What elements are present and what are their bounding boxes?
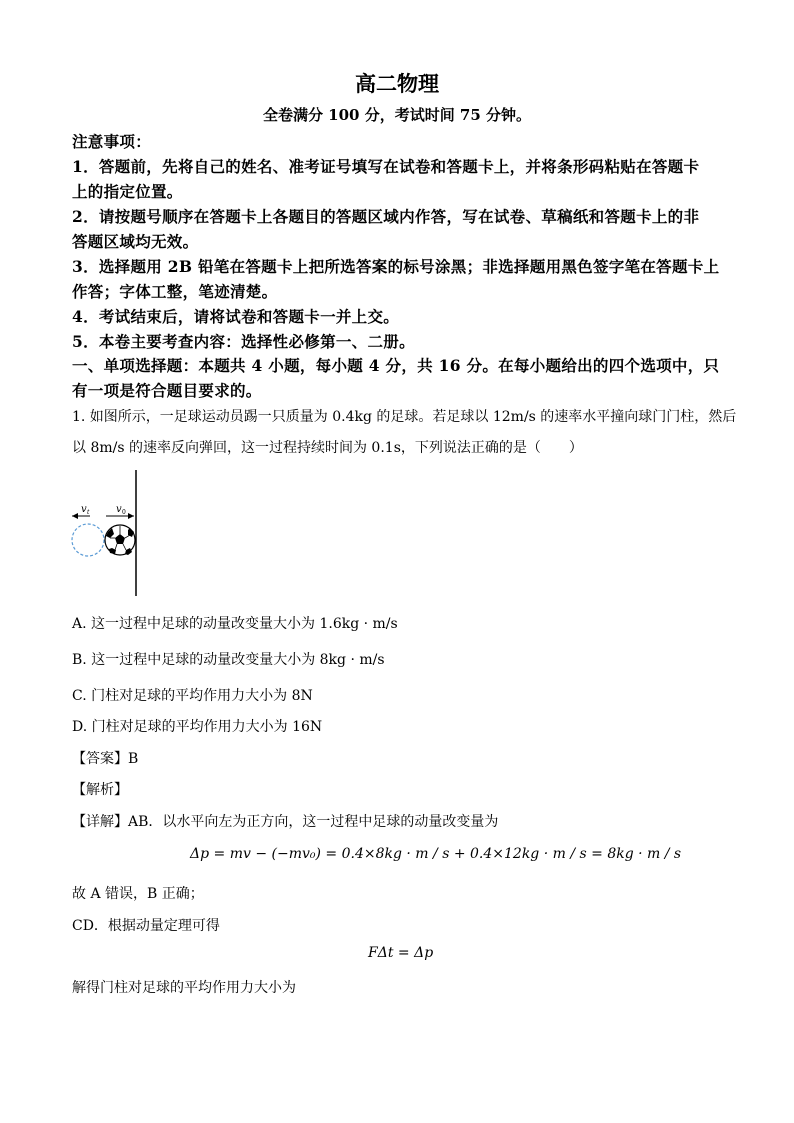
answer-value: B [128,751,139,767]
soccer-ball-figure [68,468,148,598]
label-v0: v [116,504,122,515]
question-stem-line-1: 1. 如图所示，一足球运动员踢一只质量为 0.4kg 的足球。若足球以 12m/s 的速率水平撞向球门门柱，然后 [72,409,737,425]
equation-momentum-change: Δp = mv − (−mv₀) = 0.4×8kg · m / s + 0.4×12kg · m / s = 8kg · m / s [190,846,682,862]
notice-line-4: 答题区域均无效。 [72,232,199,251]
option-c: C. 门柱对足球的平均作用力大小为 8N [72,688,313,704]
question-stem-line-2: 以 8m/s 的速率反向弹回，这一过程持续时间为 0.1s，下列说法正确的是（ ） [72,440,583,456]
cd-line: CD．根据动量定理可得 [72,918,220,934]
notice-heading: 注意事项： [72,132,152,151]
rebound-ball-dashed [72,524,104,556]
soccer-ball-icon [105,525,135,555]
final-line: 解得门柱对足球的平均作用力大小为 [72,980,296,996]
answer-line [72,748,138,768]
notice-line-6: 作答；字体工整，笔迹清楚。 [72,282,278,301]
option-d: D. 门柱对足球的平均作用力大小为 16N [72,719,323,735]
notice-line-3: 2．请按题号顺序在答题卡上各题目的答题区域内作答，写在试卷、草稿纸和答题卡上的非 [72,207,700,226]
label-v0-sub: 0 [122,509,126,516]
notice-line-5: 3．选择题用 2B 铅笔在答题卡上把所选答案的标号涂黑；非选择题用黑色签字笔在答题卡上 [72,257,720,276]
notice-line-7: 4．考试结束后，请将试卷和答题卡一并上交。 [72,307,400,326]
notice-line-8: 5．本卷主要考查内容：选择性必修第一、二册。 [72,332,415,351]
conclusion-ab: 故 A 错误，B 正确； [72,886,204,902]
equation-impulse: FΔt = Δp [368,945,434,961]
label-vt: v [81,504,87,515]
analysis-label: 【解析】 [72,782,128,798]
notice-line-1: 1．答题前，先将自己的姓名、准考证号填写在试卷和答题卡上，并将条形码粘贴在答题卡 [72,157,700,176]
option-b: B. 这一过程中足球的动量改变量大小为 8kg · m/s [72,652,385,668]
section-heading-line-1: 一、单项选择题：本题共 4 小题，每小题 4 分，共 16 分。在每小题给出的四个选项中，只 [72,356,720,375]
exam-info: 全卷满分 100 分，考试时间 75 分钟。 [262,106,532,124]
section-heading-line-2: 有一项是符合题目要求的。 [72,381,262,400]
option-a: A. 这一过程中足球的动量改变量大小为 1.6kg · m/s [72,616,398,632]
label-vt-sub: t [87,509,90,516]
answer-label: 【答案】 [72,751,128,767]
page-title: 高二物理 [355,71,439,96]
notice-line-2: 上的指定位置。 [72,182,183,201]
detail-line: 【详解】AB．以水平向左为正方向，这一过程中足球的动量改变量为 [72,814,499,830]
